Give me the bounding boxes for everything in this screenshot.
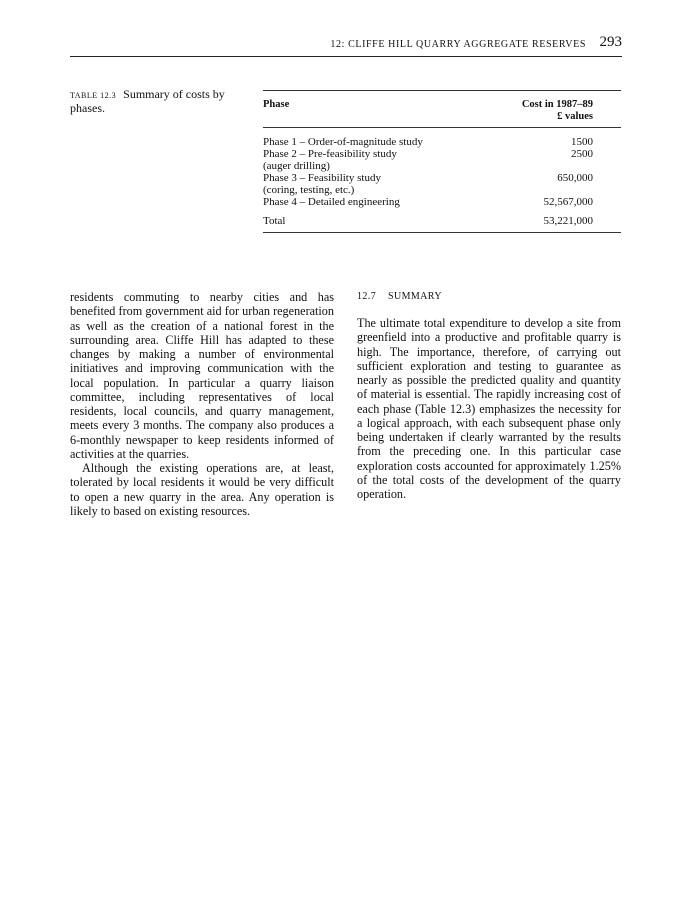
table-caption-text: Summary of costs by phases. bbox=[70, 87, 225, 115]
table-total-row bbox=[263, 208, 621, 233]
cost-cell: 2500 bbox=[571, 148, 593, 160]
phase-cell bbox=[263, 172, 484, 196]
table-row bbox=[263, 148, 621, 172]
phase-name: Phase 3 – Feasibility study bbox=[263, 172, 381, 184]
table-row bbox=[263, 196, 621, 208]
phase-name: Phase 2 – Pre-feasibility study bbox=[263, 148, 397, 160]
cost-summary-table bbox=[263, 90, 621, 233]
table-header-row bbox=[263, 91, 621, 128]
body-paragraph: residents commuting to nearby cities and has benefited from government aid for urban regeneration as well as the creation of a national forest in the surrounding area. Cliffe Hill has adapted to these changes by making a number of environmental initiatives and improving communication with the local population. In particular a quarry liaison committee, including representatives of local residents, local councils, and quarry management, meets every 3 months. The company also produces a 6-monthly newspaper to keep residents informed of activities at the quarries. bbox=[70, 290, 334, 461]
phase-cell: Phase 4 – Detailed engineering bbox=[263, 196, 400, 208]
table-row bbox=[263, 128, 621, 149]
table-caption bbox=[70, 88, 235, 115]
body-paragraph: The ultimate total expenditure to develop a site from greenfield into a productive and profitable quarry is high. The importance, therefore, of carrying out sufficient exploration and testing to guarantee as nearly as possible the predicted quality and quantity of material is essential. The rapidly increasing cost of each phase (Table 12.3) emphasizes the necessity for a logical approach, with each subsequent phase only being undertaken if clearly warranted by the results from the preceding one. In this particular case exploration costs accounted for approximately 1.25% of the total costs of the development of the quarry operation. bbox=[357, 316, 621, 501]
phase-note: (coring, testing, etc.) bbox=[263, 184, 355, 196]
running-header bbox=[70, 34, 622, 57]
cost-cell: 650,000 bbox=[557, 172, 593, 184]
section-title: SUMMARY bbox=[388, 291, 442, 302]
phase-note: (auger drilling) bbox=[263, 160, 330, 172]
body-paragraph: Although the existing operations are, at least, tolerated by local residents it would be very difficult to open a new quarry in the area. Any operation is likely to based on existing resources. bbox=[70, 461, 334, 518]
right-column bbox=[357, 290, 621, 501]
cost-cell: 1500 bbox=[571, 136, 593, 148]
cost-cell: 52,567,000 bbox=[543, 196, 593, 208]
phase-column-header: Phase bbox=[263, 91, 484, 128]
cost-column-header bbox=[484, 91, 621, 128]
phase-cell: Phase 1 – Order-of-magnitude study bbox=[263, 136, 423, 148]
cost-header-line2: £ values bbox=[557, 111, 593, 122]
chapter-title: 12: CLIFFE HILL QUARRY AGGREGATE RESERVES bbox=[330, 39, 586, 50]
page-number: 293 bbox=[599, 34, 622, 50]
table-label: TABLE 12.3 bbox=[70, 91, 117, 100]
table-row bbox=[263, 172, 621, 196]
left-column bbox=[70, 290, 334, 518]
section-number: 12.7 bbox=[357, 291, 377, 302]
total-label: Total bbox=[263, 208, 484, 233]
cost-header-line1: Cost in 1987–89 bbox=[521, 99, 593, 110]
total-value: 53,221,000 bbox=[484, 208, 621, 233]
phase-cell bbox=[263, 148, 484, 172]
section-heading bbox=[357, 290, 621, 304]
